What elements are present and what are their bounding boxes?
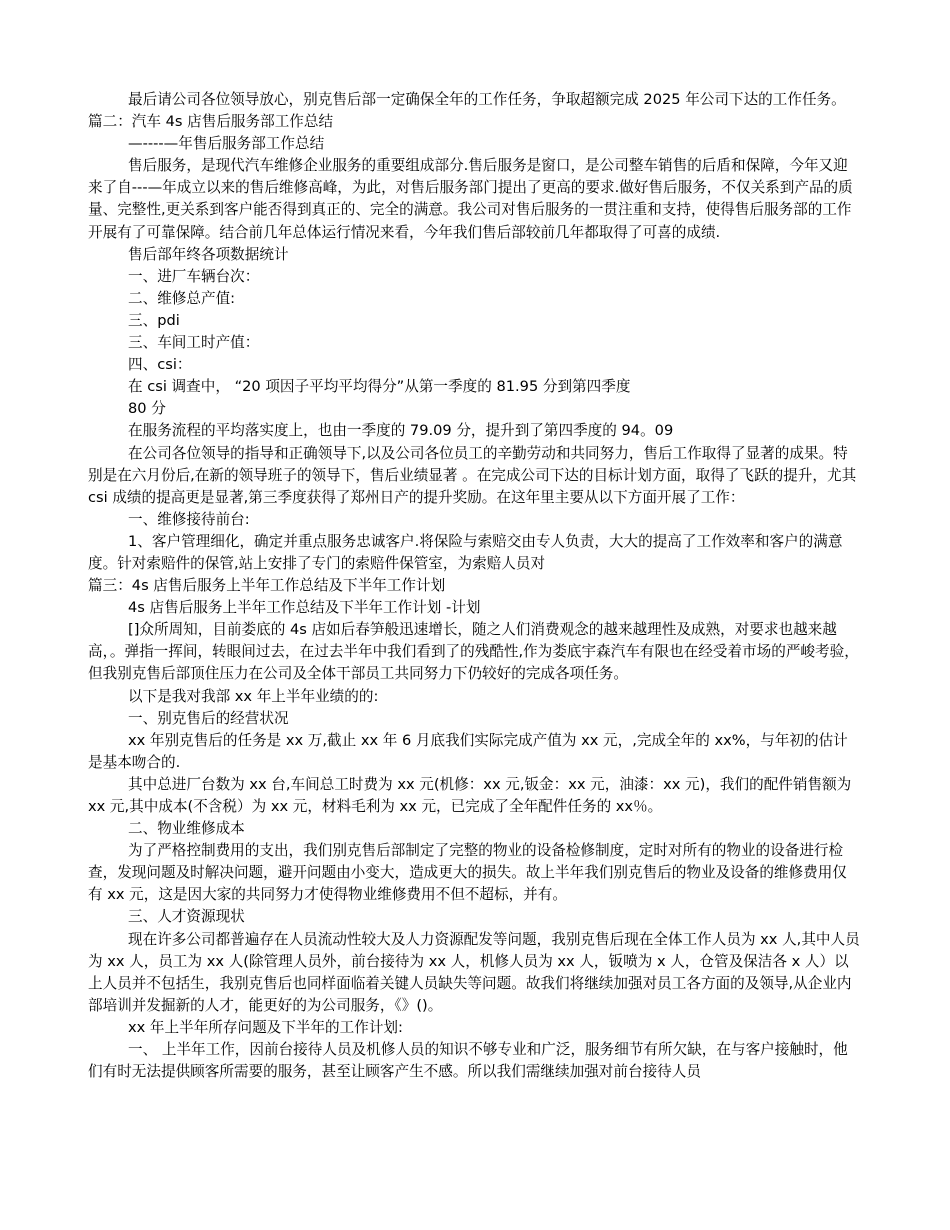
- paragraph: 售后服务，是现代汽车维修企业服务的重要组成部分.售后服务是窗口，是公司整车销售的后盾和保障，今年又迎来了自---—年成立以来的售后维修高峰，为此，对售后服务部门提出了更高的要求.做好售后服务，不仅关系到产品的质量、完整性,更关系到客户能否得到真正的、完全的满意。我公司对售后服务的一贯注重和支持，使得售后服务部的工作开展有了可靠保障。结合前几年总体运行情况来看，今年我们售后部较前几年都取得了可喜的成绩.: [88, 157, 853, 241]
- paragraph: 售后部年终各项数据统计: [128, 245, 289, 263]
- paragraph: xx 年上半年所存问题及下半年的工作计划:: [128, 1018, 403, 1036]
- paragraph: —----—年售后服务部工作总结: [128, 135, 325, 153]
- paragraph: 四、csi：: [128, 356, 192, 374]
- paragraph: 二、维修总产值:: [128, 289, 236, 307]
- paragraph: 三、人才资源现状: [128, 908, 245, 926]
- paragraph: []众所周知，目前娄底的 4s 店如后春笋般迅速增长，随之人们消费观念的越来越理性及成熟，对要求也越来越高，。弹指一挥间，转眼间过去，在过去半年中我们看到了的残酷性,作为娄底宇森汽车有限也在经受着市场的严峻考验，但我别克售后部顶住压力在公司及全体干部员工共同努力下仍较好的完成各项任务。: [88, 621, 859, 683]
- paragraph: 80 分: [128, 400, 166, 418]
- paragraph: 最后请公司各位领导放心，别克售后部一定确保全年的工作任务，争取超额完成 2025 年公司下达的工作任务。篇二：汽车 4s 店售后服务部工作总结: [88, 91, 846, 131]
- paragraph: xx 年别克售后的任务是 xx 万,截止 xx 年 6 月底我们实际完成产值为 xx 元，,完成全年的 xx%，与年初的估计是基本吻合的.: [88, 731, 848, 771]
- document-page: [88, 89, 860, 1083]
- paragraph: 现在许多公司都普遍存在人员流动性较大及人力资源配发等问题，我别克售后现在全体工作人员为 xx 人,其中人员为 xx 人，员工为 xx 人(除管理人员外，前台接待为 xx 人，机修人员为 xx 人，钣喷为 x 人，仓管及保洁各 x 人）以上人员并不包括生，我别克售后也同样面临着关键人员缺失等问题。故我们将继续加强对员工各方面的及领导,从企业内部培训并发掘新的人才，能更好的为公司服务，《》()。: [88, 930, 860, 1014]
- paragraph: 在 csi 调查中， “20 项因子平均平均得分”从第一季度的 81.95 分到第四季度: [128, 378, 631, 396]
- paragraph: 一、 上半年工作，因前台接待人员及机修人员的知识不够专业和广泛，服务细节有所欠缺，在与客户接触时，他们有时无法提供顾客所需要的服务，甚至让顾客产生不感。所以我们需继续加强对前台接待人员: [88, 1041, 848, 1081]
- paragraph: 三、pdi: [128, 311, 180, 329]
- paragraph: 一、别克售后的经营状况: [128, 709, 289, 727]
- paragraph: 一、维修接待前台:: [128, 510, 250, 528]
- paragraph: 在公司各位领导的指导和正确领导下,以及公司各位员工的辛勤劳动和共同努力，售后工作取得了显著的成果。特别是在六月份后,在新的领导班子的领导下，售后业绩显著 。在完成公司下达的目标计划方面，取得了飞跃的提升，尤其 csi 成绩的提高更是显著,第三季度获得了郑州日产的提升奖励。在这年里主要从以下方面开展了工作：: [88, 444, 857, 506]
- paragraph: 篇三：4s 店售后服务上半年工作总结及下半年工作计划: [88, 577, 446, 595]
- paragraph: 在服务流程的平均落实度上，也由一季度的 79.09 分，提升到了第四季度的 94。09: [128, 422, 674, 440]
- paragraph: 以下是我对我部 xx 年上半年业绩的的:: [128, 687, 379, 705]
- paragraph: 其中总进厂台数为 xx 台,车间总工时费为 xx 元(机修：xx 元,钣金：xx 元，油漆：xx 元)，我们的配件销售额为 xx 元,其中成本(不含税）为 xx 元，材料毛利为 xx 元，已完成了全年配件任务的 xx％。: [88, 775, 852, 815]
- paragraph: 三、车间工时产值：: [128, 334, 260, 352]
- paragraph: 1、客户管理细化，确定并重点服务忠诚客户.将保险与索赔交由专人负责，大大的提高了工作效率和客户的满意度。针对索赔件的保管,站上安排了专门的索赔件保管室，为索赔人员对: [88, 532, 843, 572]
- paragraph: 4s 店售后服务上半年工作总结及下半年工作计划 -计划: [128, 599, 481, 617]
- paragraph: 为了严格控制费用的支出，我们别克售后部制定了完整的物业的设备检修制度，定时对所有的物业的设备进行检查，发现问题及时解决问题，避开问题由小变大，造成更大的损失。故上半年我们别克售后的物业及设备的维修费用仅有 xx 元，这是因大家的共同努力才使得物业维修费用不但不超标，并有。: [88, 842, 847, 904]
- paragraph: 二、物业维修成本: [128, 820, 245, 838]
- paragraph: 一、进厂车辆台次：: [128, 267, 260, 285]
